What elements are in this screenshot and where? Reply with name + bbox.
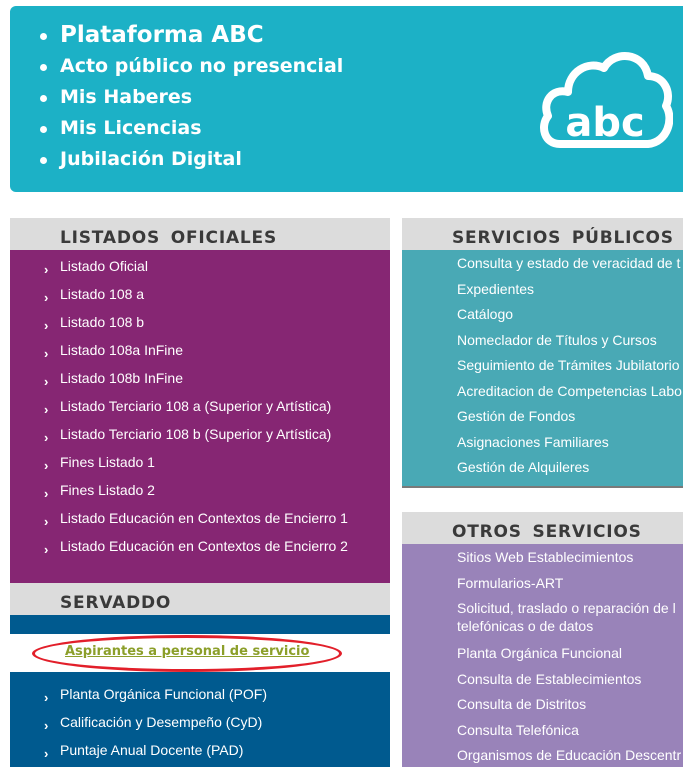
item-line: telefónicas o de datos <box>457 618 594 634</box>
banner-link-jubilacion-digital[interactable]: Jubilación Digital <box>40 144 343 175</box>
chevron-right-icon: › <box>44 430 49 445</box>
logo-text: abc <box>565 100 645 146</box>
servicios-publicos-panel <box>402 218 683 488</box>
chevron-right-icon: › <box>44 690 49 705</box>
chevron-right-icon: › <box>44 718 49 733</box>
banner-link-acto-publico[interactable]: Acto público no presencial <box>40 51 343 82</box>
otros-header: OTROS SERVICIOS <box>402 512 683 544</box>
servaddo-header: SERVADDO <box>10 583 390 615</box>
listado-item[interactable]: › Listado Educación en Contextos de Encierro 1 <box>44 510 348 529</box>
servaddo-stripe <box>10 615 390 634</box>
servicios-list <box>402 250 683 488</box>
otro-servicio-item[interactable]: Consulta de Distritos <box>457 696 587 712</box>
banner-link-plataforma-abc[interactable]: Plataforma ABC <box>40 20 343 51</box>
chevron-right-icon: › <box>44 542 49 557</box>
otro-servicio-item[interactable]: Planta Orgánica Funcional <box>457 645 622 661</box>
listado-item[interactable]: › Listado Terciario 108 a (Superior y Artística) <box>44 398 332 417</box>
servicio-item[interactable]: Acreditacion de Competencias Labo <box>457 382 682 399</box>
servicio-item[interactable]: Nomeclador de Títulos y Cursos <box>457 331 657 348</box>
chevron-right-icon: › <box>44 486 49 501</box>
chevron-right-icon: › <box>44 346 49 361</box>
listado-item[interactable]: › Listado Terciario 108 b (Superior y Artística) <box>44 426 332 445</box>
servicio-item[interactable]: Gestión de Fondos <box>457 408 576 424</box>
chevron-right-icon: › <box>44 318 49 333</box>
aspirantes-link[interactable]: Aspirantes a personal de servicio <box>65 644 310 659</box>
servicio-item[interactable]: Seguimiento de Trámites Jubilatorio <box>457 357 680 373</box>
servicio-item[interactable]: Asignaciones Familiares <box>457 433 609 450</box>
otro-servicio-item[interactable]: Organismos de Educación Descentr <box>457 747 682 763</box>
listado-item[interactable]: › Listado 108 b <box>44 314 145 333</box>
banner-links <box>40 20 343 175</box>
chevron-right-icon: › <box>44 514 49 529</box>
servaddo-item[interactable]: › Puntaje Anual Docente (PAD) <box>44 742 244 761</box>
listado-item[interactable]: › Fines Listado 1 <box>44 454 155 473</box>
chevron-right-icon: › <box>44 746 49 761</box>
chevron-right-icon: › <box>44 458 49 473</box>
banner-link-mis-licencias[interactable]: Mis Licencias <box>40 113 343 144</box>
listado-item[interactable]: › Listado Oficial <box>44 258 148 277</box>
listados-header: LISTADOS OFICIALES <box>10 218 390 250</box>
listado-item[interactable]: › Fines Listado 2 <box>44 482 155 501</box>
otros-servicios-panel <box>402 512 683 767</box>
otro-servicio-item[interactable]: Consulta de Establecimientos <box>457 670 642 687</box>
servicio-item[interactable]: Consulta y estado de veracidad de t <box>457 255 681 271</box>
chevron-right-icon: › <box>44 374 49 389</box>
listado-item[interactable]: › Listado 108a InFine <box>44 342 183 361</box>
banner-link-mis-haberes[interactable]: Mis Haberes <box>40 82 343 113</box>
chevron-right-icon: › <box>44 262 49 277</box>
servicio-item[interactable]: Gestión de Alquileres <box>457 459 590 475</box>
listado-item[interactable]: › Listado 108b InFine <box>44 370 183 389</box>
servaddo-highlight-row <box>10 634 390 672</box>
otro-servicio-item[interactable]: Sitios Web Establecimientos <box>457 549 634 565</box>
chevron-right-icon: › <box>44 290 49 305</box>
servicio-item[interactable]: Catálogo <box>457 306 514 322</box>
servaddo-list <box>10 672 390 767</box>
listado-item[interactable]: › Listado Educación en Contextos de Encierro 2 <box>44 538 348 557</box>
otros-list <box>402 544 683 767</box>
servicios-header: SERVICIOS PÚBLICOS <box>402 218 683 250</box>
otro-servicio-item[interactable]: Formularios-ART <box>457 574 564 591</box>
servaddo-item[interactable]: › Calificación y Desempeño (CyD) <box>44 714 263 733</box>
listados-oficiales-panel <box>10 218 390 594</box>
listados-list <box>10 250 390 594</box>
listado-item[interactable]: › Listado 108 a <box>44 286 145 305</box>
servaddo-item[interactable]: › Planta Orgánica Funcional (POF) <box>44 686 267 705</box>
top-banner <box>10 6 683 192</box>
otro-servicio-item[interactable]: Consulta Telefónica <box>457 721 579 738</box>
servicio-item[interactable]: Expedientes <box>457 280 535 297</box>
cloud-abc-logo[interactable] <box>538 46 673 151</box>
servaddo-panel <box>10 583 390 767</box>
chevron-right-icon: › <box>44 402 49 417</box>
item-line: Solicitud, traslado o reparación de l <box>457 600 676 616</box>
otro-servicio-item[interactable] <box>402 597 683 642</box>
